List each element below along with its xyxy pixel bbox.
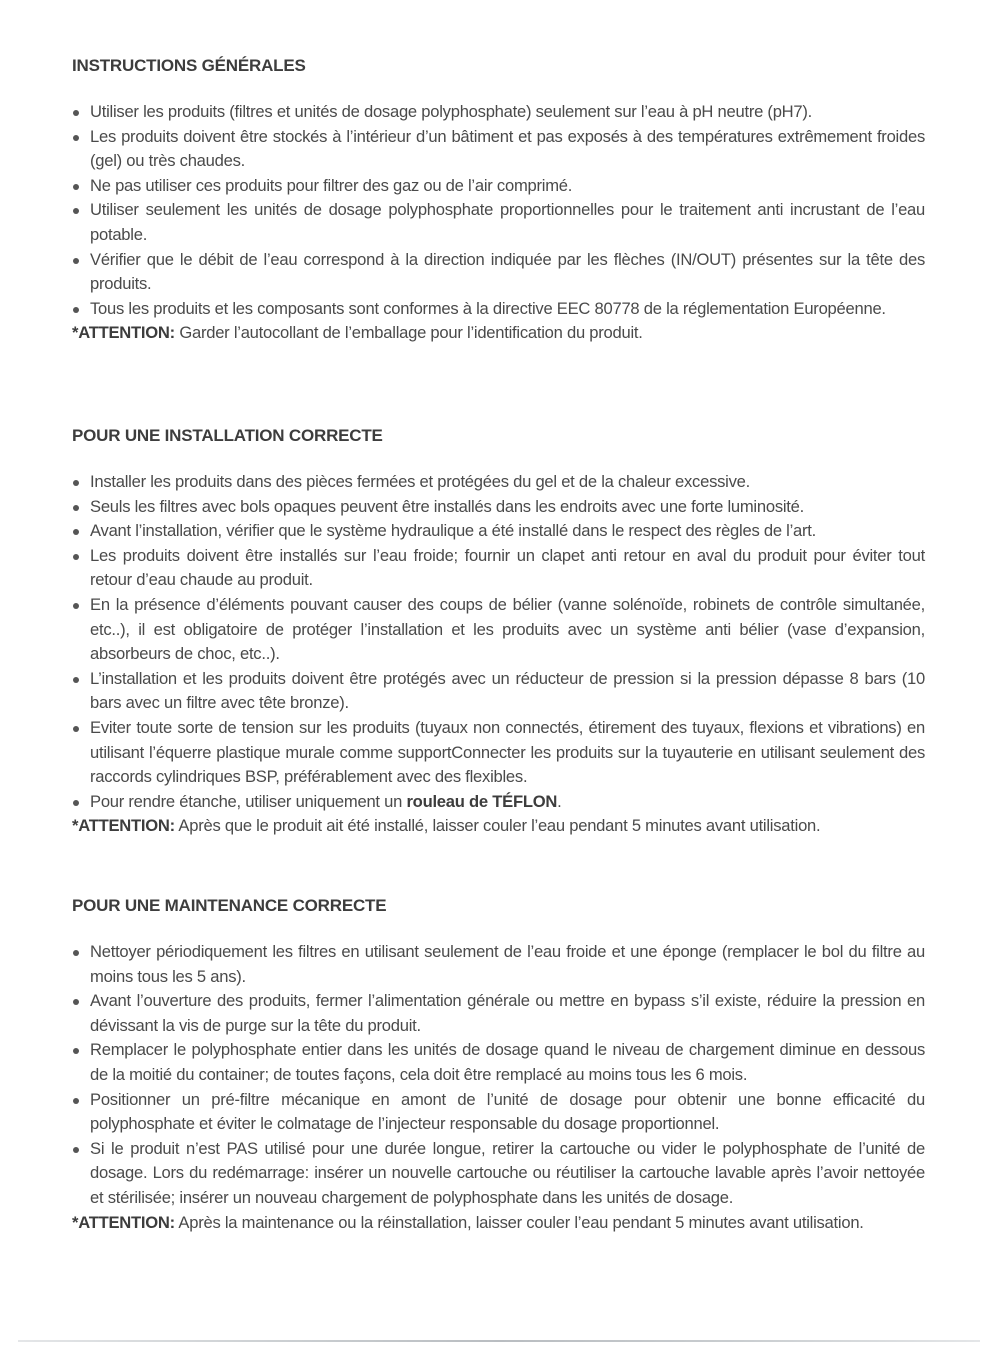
list-item: Les produits doivent être installés sur l’eau froide; fournir un clapet anti retour en aval du produit pour éviter tout retour d’eau chaude au produit.: [72, 544, 925, 593]
attention-text: Après la maintenance ou la réinstallation, laisser couler l’eau pendant 5 minutes avant utilisation.: [174, 1212, 864, 1232]
attention-text: Garder l’autocollant de l’emballage pour l’identification du produit.: [174, 323, 643, 343]
list-item: Tous les produits et les composants sont conformes à la directive EEC 80778 de la réglementation Européenne.: [72, 297, 925, 322]
section-title: POUR UNE MAINTENANCE CORRECTE: [72, 896, 387, 915]
attention-label: *ATTENTION:: [72, 323, 175, 343]
scan-edge-divider: [18, 1340, 980, 1342]
list-item: Remplacer le polyphosphate entier dans les unités de dosage quand le niveau de chargement diminue en dessous de la moitié du container; de toutes façons, cela doit être remplacé au moins tous les 6 mois.: [72, 1038, 925, 1087]
attention-note: [72, 814, 925, 839]
list-item: Avant l’ouverture des produits, fermer l’alimentation générale ou mettre en bypass s’il existe, réduire la pression en dévissant la vis de purge sur la tête du produit.: [72, 989, 925, 1038]
list-item: Ne pas utiliser ces produits pour filtrer des gaz ou de l’air comprimé.: [72, 174, 925, 199]
attention-label: *ATTENTION:: [72, 816, 175, 836]
list-item: Installer les produits dans des pièces fermées et protégées du gel et de la chaleur excessive.: [72, 470, 925, 495]
bullet-list: [72, 470, 925, 814]
section-general-instructions: [72, 54, 925, 346]
list-item: Positionner un pré-filtre mécanique en amont de l’unité de dosage pour obtenir une bonne efficacité du polyphosphate et éviter le colmatage de l’injecteur responsable du dosage proportionnel.: [72, 1088, 925, 1137]
list-item: En la présence d’éléments pouvant causer des coups de bélier (vanne solénoïde, robinets de contrôle simultanée, etc..), il est obligatoire de protéger l’installation et les produits avec un système anti bélier (vase d’expansion, absorbeurs de choc, etc..).: [72, 593, 925, 667]
list-item: Avant l’installation, vérifier que le système hydraulique a été installé dans le respect des règles de l’art.: [72, 519, 925, 544]
list-item: Vérifier que le débit de l’eau correspond à la direction indiquée par les flèches (IN/OUT) présentes sur la tête des produits.: [72, 248, 925, 297]
list-item-teflon: [72, 790, 925, 815]
teflon-suffix: .: [557, 791, 562, 811]
list-item: L’installation et les produits doivent être protégés avec un réducteur de pression si la pression dépasse 8 bars (10 bars avec un filtre avec tête bronze).: [72, 667, 925, 716]
attention-note: [72, 1211, 925, 1236]
section-maintenance: [72, 894, 925, 1235]
section-installation: [72, 424, 925, 839]
section-title: POUR UNE INSTALLATION CORRECTE: [72, 426, 383, 445]
list-item: Si le produit n’est PAS utilisé pour une durée longue, retirer la cartouche ou vider le polyphosphate de l’unité de dosage. Lors du redémarrage: insérer un nouvelle cartouche ou réutiliser la cartouche lavable après l’avoir nettoyée et stérilisée; insérer un nouveau chargement de polyphosphate dans les unités de dosage.: [72, 1137, 925, 1211]
attention-label: *ATTENTION:: [72, 1212, 175, 1232]
list-item: Utiliser seulement les unités de dosage polyphosphate proportionnelles pour le traitement anti incrustant de l’eau potable.: [72, 198, 925, 247]
attention-note: [72, 321, 925, 346]
list-item: Nettoyer périodiquement les filtres en utilisant seulement de l’eau froide et une éponge (remplacer le bol du filtre au moins tous les 5 ans).: [72, 940, 925, 989]
list-item: Seuls les filtres avec bols opaques peuvent être installés dans les endroits avec une forte luminosité.: [72, 495, 925, 520]
bullet-list: [72, 940, 925, 1211]
teflon-prefix: Pour rendre étanche, utiliser uniquement un: [90, 791, 407, 811]
bullet-list: [72, 100, 925, 321]
section-title: INSTRUCTIONS GÉNÉRALES: [72, 56, 306, 75]
teflon-emphasis: rouleau de TÉFLON: [406, 791, 558, 811]
list-item: Utiliser les produits (filtres et unités de dosage polyphosphate) seulement sur l’eau à pH neutre (pH7).: [72, 100, 925, 125]
list-item: Les produits doivent être stockés à l’intérieur d’un bâtiment et pas exposés à des températures extrêmement froides (gel) ou très chaudes.: [72, 125, 925, 174]
attention-text: Après que le produit ait été installé, laisser couler l’eau pendant 5 minutes avant utilisation.: [174, 816, 821, 836]
list-item: Eviter toute sorte de tension sur les produits (tuyaux non connectés, étirement des tuyaux, flexions et vibrations) en utilisant l’équerre plastique murale comme supportConnecter les produits sur la tuyauterie en utilisant seulement des raccords cylindriques BSP, préférablement avec des flexibles.: [72, 716, 925, 790]
